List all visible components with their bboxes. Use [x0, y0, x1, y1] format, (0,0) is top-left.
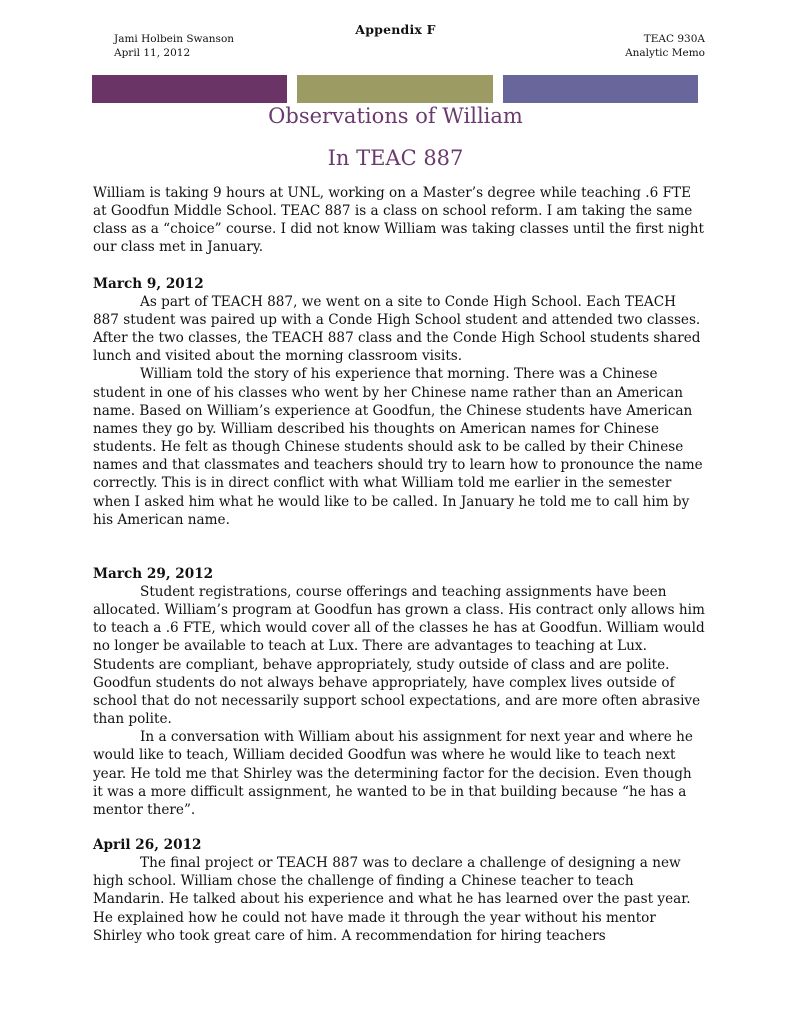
- header-date: April 11, 2012: [114, 46, 191, 59]
- document-type: Analytic Memo: [625, 46, 705, 59]
- memo-body: [93, 184, 705, 945]
- entry-date: April 26, 2012: [93, 837, 202, 853]
- entry-paragraph: In a conversation with William about his assignment for next year and where he would like to teach, William decided Goodfun was where he would like to teach next year. He told me that Shirley was the determining factor for the decision. Even though it was a more difficult assignment, he wanted to be in that building because “he has a mentor there”.: [93, 729, 693, 818]
- appendix-label: Appendix F: [355, 22, 436, 37]
- author-name: Jami Holbein Swanson: [114, 33, 235, 45]
- page-subtitle: In TEAC 887: [327, 146, 464, 170]
- entry-paragraph: The final project or TEACH 887 was to declare a challenge of designing a new high school. William chose the challenge of finding a Chinese teacher to teach Mandarin. He talked about his experience and what he has learned over the past year. He explained how he could not have made it through the year without his mentor Shirley who took great care of him. A recommendation for hiring teachers: [93, 855, 691, 944]
- intro-paragraph: William is taking 9 hours at UNL, working on a Master’s degree while teaching .6 FTE at Goodfun Middle School. TEAC 887 is a class on school reform. I am taking the same class as a “choice” course. I did not know William was taking classes until the first night our class met in January.: [93, 185, 704, 256]
- entry-date: March 9, 2012: [93, 275, 204, 292]
- entry-paragraph: As part of TEACH 887, we went on a site to Conde High School. Each TEACH 887 student was paired up with a Conde High School student and attended two classes. After the two classes, the TEACH 887 class and the Conde High School students shared lunch and visited about the morning classroom visits.: [93, 293, 701, 365]
- color-bar-olive: [297, 75, 493, 103]
- page-title: Observations of William: [268, 104, 523, 128]
- course-code: TEAC 930A: [643, 33, 705, 45]
- entry-date: March 29, 2012: [93, 565, 214, 582]
- header-left: [114, 33, 234, 60]
- entry-paragraph: William told the story of his experience that morning. There was a Chinese student in one of his classes who went by her Chinese name rather than an American name. Based on William’s experience at Goodfun, the Chinese students have American names they go by. William described his thoughts on American names for Chinese students. He felt as though Chinese students should ask to be called by their Chinese names and that classmates and teachers should try to learn how to pronounce the name correctly. This is in direct conflict with what William told me earlier in the semester when I asked him what he would like to be called. In January he told me to call him by his American name.: [93, 366, 703, 528]
- entry-paragraph: Student registrations, course offerings and teaching assignments have been allocated. William’s program at Goodfun has grown a class. His contract only allows him to teach a .6 FTE, which would cover all of the classes he has at Goodfun. William would no longer be available to teach at Lux. There are advantages to teaching at Lux. Students are compliant, behave appropriately, study outside of class and are polite. Goodfun students do not always behave appropriately, have complex lives outside of school that do not necessarily support school expectations, and are more often abrasive than polite.: [93, 583, 705, 728]
- header-right: [625, 33, 705, 60]
- color-bar-blue: [503, 75, 698, 103]
- color-bar-purple: [92, 75, 287, 103]
